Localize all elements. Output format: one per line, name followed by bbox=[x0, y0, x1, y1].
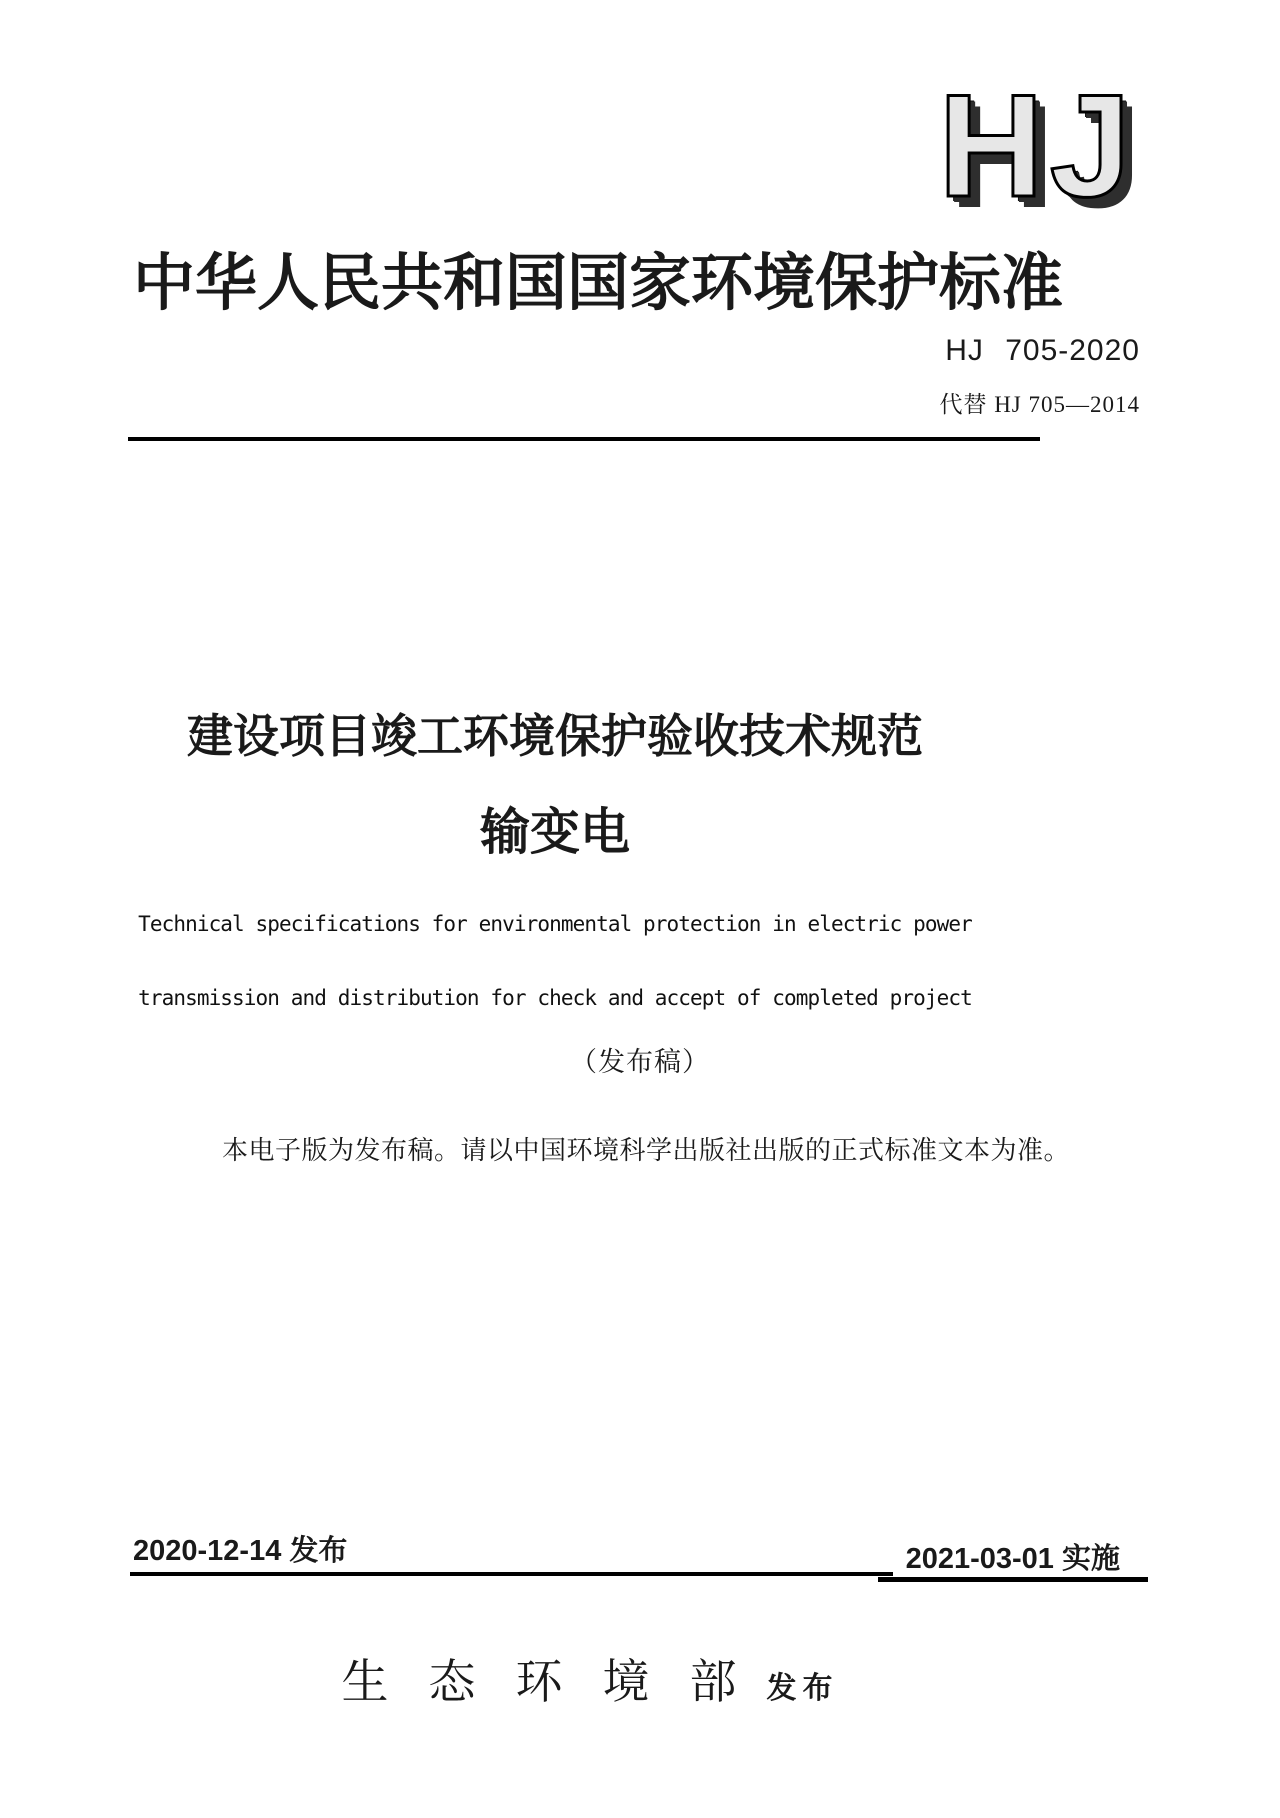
main-title-cn-line1: 建设项目竣工环境保护验收技术规范 bbox=[187, 710, 923, 762]
publisher-name: 生态环境部 bbox=[341, 1657, 777, 1709]
publish-label: 发布 bbox=[766, 1672, 839, 1705]
electronic-version-notice: 本电子版为发布稿。请以中国环境科学出版社出版的正式标准文本为准。 bbox=[222, 1136, 1071, 1165]
hj-logo: HJ HJ bbox=[943, 78, 1142, 224]
title-en-line2: transmission and distribution for check and accept of completed project bbox=[138, 986, 972, 1010]
footer-divider-rule-right bbox=[878, 1577, 1148, 1582]
national-standard-title: 中华人民共和国国家环境保护标准 bbox=[133, 250, 1064, 318]
issue-date: 2020-12-14 发布 bbox=[133, 1535, 348, 1567]
title-en-line1: Technical specifications for environmental protection in electric power bbox=[138, 912, 972, 936]
standard-number: HJ 705-2020 bbox=[945, 334, 1140, 367]
footer-divider-rule-left bbox=[130, 1572, 893, 1576]
supersedes-note: 代替 HJ 705—2014 bbox=[939, 392, 1140, 417]
main-title-cn-line2: 输变电 bbox=[480, 804, 630, 860]
implementation-date: 2021-03-01 实施 bbox=[905, 1543, 1120, 1575]
publisher-line bbox=[0, 1645, 1180, 1712]
release-draft-label: （发布稿） bbox=[570, 1047, 710, 1077]
header-divider-rule bbox=[128, 437, 1040, 441]
